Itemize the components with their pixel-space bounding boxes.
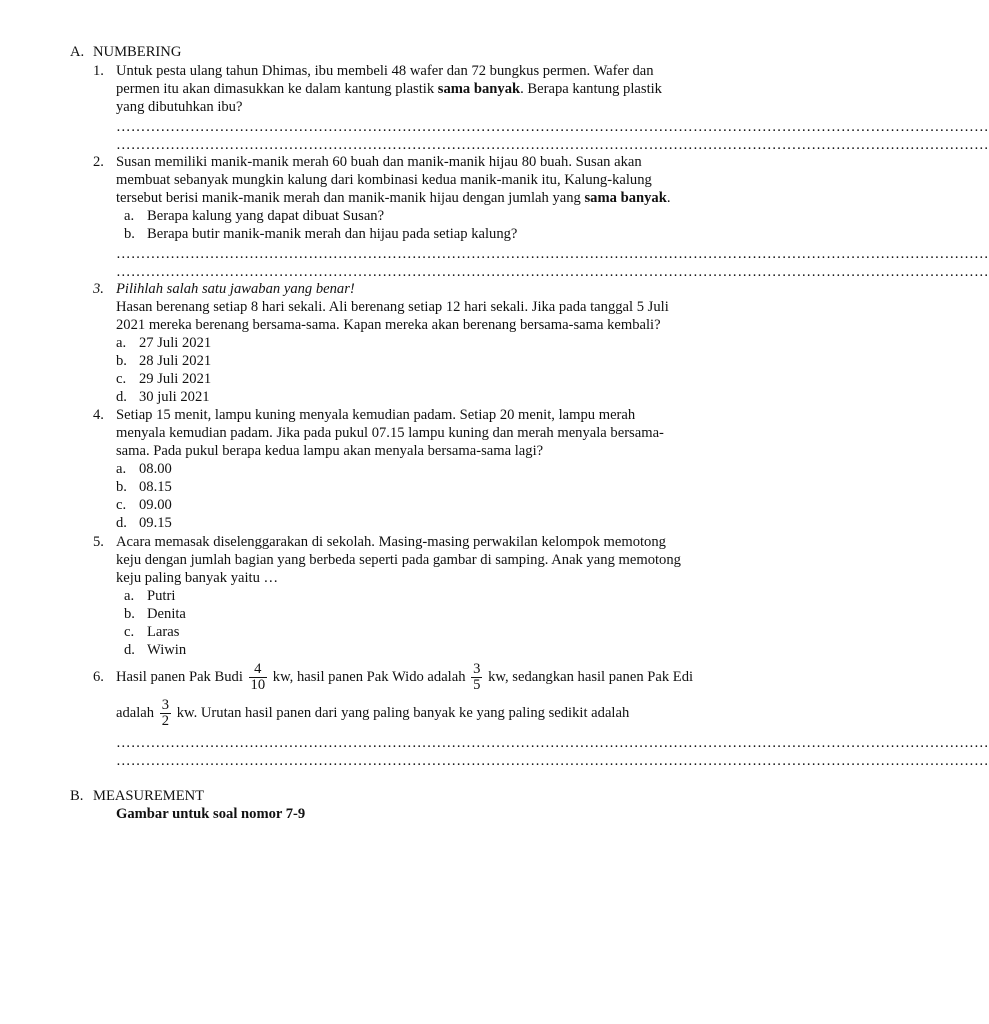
fraction: $\frac{3}{5}$ <box>473 661 481 694</box>
option-text: 09.15 <box>139 515 172 531</box>
question-number: 2. <box>93 154 104 170</box>
option-text: 08.00 <box>139 461 172 477</box>
question-number: 4. <box>93 407 104 423</box>
fraction: $\frac{3}{2}$ <box>161 697 170 730</box>
question-text-line: yang dibutuhkan ibu? <box>116 99 243 115</box>
question-text-line: keju dengan jumlah bagian yang berbeda seperti pada gambar di samping. Anak yang memotong <box>116 552 681 568</box>
option-text: 30 juli 2021 <box>139 389 210 405</box>
sub-question-text: Berapa kalung yang dapat dibuat Susan? <box>147 208 385 224</box>
question-text-line: Hasan berenang setiap 8 hari sekali. Ali berenang setiap 12 hari sekali. Jika pada tanggal 5 Juli <box>116 299 669 315</box>
question-text-line: Setiap 15 menit, lampu kuning menyala kemudian padam. Setiap 20 menit, lampu merah <box>116 407 636 423</box>
question-text-line: Untuk pesta ulang tahun Dhimas, ibu membeli 48 wafer dan 72 bungkus permen. Wafer dan <box>116 63 654 79</box>
sub-question-label: a. <box>124 208 135 224</box>
option-text: 09.00 <box>139 497 172 513</box>
option-label: c. <box>116 497 127 513</box>
answer-line: …………………………………………………………………………………………………………………………………………………………… <box>116 119 989 135</box>
option-label: d. <box>116 389 127 405</box>
fraction: $\frac{4}{10}$ <box>250 661 266 694</box>
section-b-letter: B. <box>70 788 84 804</box>
emphasis-text: sama banyak <box>584 190 667 206</box>
question-text-line: keju paling banyak yaitu … <box>116 570 279 586</box>
section-a-letter: A. <box>70 44 85 60</box>
section-b-title: MEASUREMENT <box>93 788 205 804</box>
question-number: 1. <box>93 63 104 79</box>
question-number: 6. <box>93 669 104 685</box>
section-b-subtitle: Gambar untuk soal nomor 7-9 <box>116 806 306 822</box>
question-instruction: Pilihlah salah satu jawaban yang benar! <box>116 281 355 297</box>
option-text: Putri <box>147 588 176 604</box>
emphasis-text: sama banyak <box>437 81 521 97</box>
answer-line: …………………………………………………………………………………………………………………………………………………………… <box>116 735 989 751</box>
option-label: b. <box>116 479 127 495</box>
question-text-line: tersebut berisi manik-manik merah dan manik-manik hijau dengan jumlah yang sama banyak. <box>116 190 671 206</box>
option-text: Laras <box>147 624 180 640</box>
option-label: a. <box>124 588 135 604</box>
option-label: b. <box>116 353 127 369</box>
question-text-line: membuat sebanyak mungkin kalung dari kombinasi kedua manik-manik itu, Kalung-kalung <box>116 172 652 188</box>
answer-line: …………………………………………………………………………………………………………………………………………………………… <box>116 137 989 153</box>
question-number: 5. <box>93 534 104 550</box>
option-text: Wiwin <box>147 642 187 658</box>
option-text: 08.15 <box>139 479 172 495</box>
question-text-line: permen itu akan dimasukkan ke dalam kantung plastik sama banyak. Berapa kantung plastik <box>116 81 662 97</box>
question-text-line: sama. Pada pukul berapa kedua lampu akan menyala bersama-sama lagi? <box>116 443 544 459</box>
question-text-line: menyala kemudian padam. Jika pada pukul 07.15 lampu kuning dan merah menyala bersama- <box>116 425 664 441</box>
option-label: d. <box>116 515 127 531</box>
option-text: 29 Juli 2021 <box>139 371 212 387</box>
option-text: Denita <box>147 606 186 622</box>
option-text: 28 Juli 2021 <box>139 353 212 369</box>
answer-line: …………………………………………………………………………………………………………………………………………………………… <box>116 246 989 262</box>
option-label: d. <box>124 642 135 658</box>
section-a-title: NUMBERING <box>93 44 182 60</box>
sub-question-text: Berapa butir manik-manik merah dan hijau pada setiap kalung? <box>147 226 518 242</box>
question-number: 3. <box>93 281 104 297</box>
option-label: c. <box>124 624 135 640</box>
option-text: 27 Juli 2021 <box>139 335 212 351</box>
sub-question-label: b. <box>124 226 135 242</box>
question-text-line: Hasil panen Pak Budi $\frac{4}{10}$ kw, hasil panen Pak Wido adalah $\frac{3}{5}$ kw, sedangkan hasil panen Pak Edi <box>116 661 694 694</box>
question-text-line: adalah $\frac{3}{2}$ kw. Urutan hasil panen dari yang paling banyak ke yang paling sedikit adalah <box>116 697 630 730</box>
question-text-line: Susan memiliki manik-manik merah 60 buah dan manik-manik hijau 80 buah. Susan akan <box>116 154 642 170</box>
option-label: a. <box>116 461 127 477</box>
answer-line: …………………………………………………………………………………………………………………………………………………………… <box>116 264 989 280</box>
question-text-line: 2021 mereka berenang bersama-sama. Kapan mereka akan berenang bersama-sama kembali? <box>116 317 661 333</box>
option-label: b. <box>124 606 135 622</box>
option-label: a. <box>116 335 127 351</box>
option-label: c. <box>116 371 127 387</box>
question-text-line: Acara memasak diselenggarakan di sekolah. Masing-masing perwakilan kelompok memotong <box>116 534 666 550</box>
answer-line: …………………………………………………………………………………………………………………………………………………………… <box>116 753 989 769</box>
